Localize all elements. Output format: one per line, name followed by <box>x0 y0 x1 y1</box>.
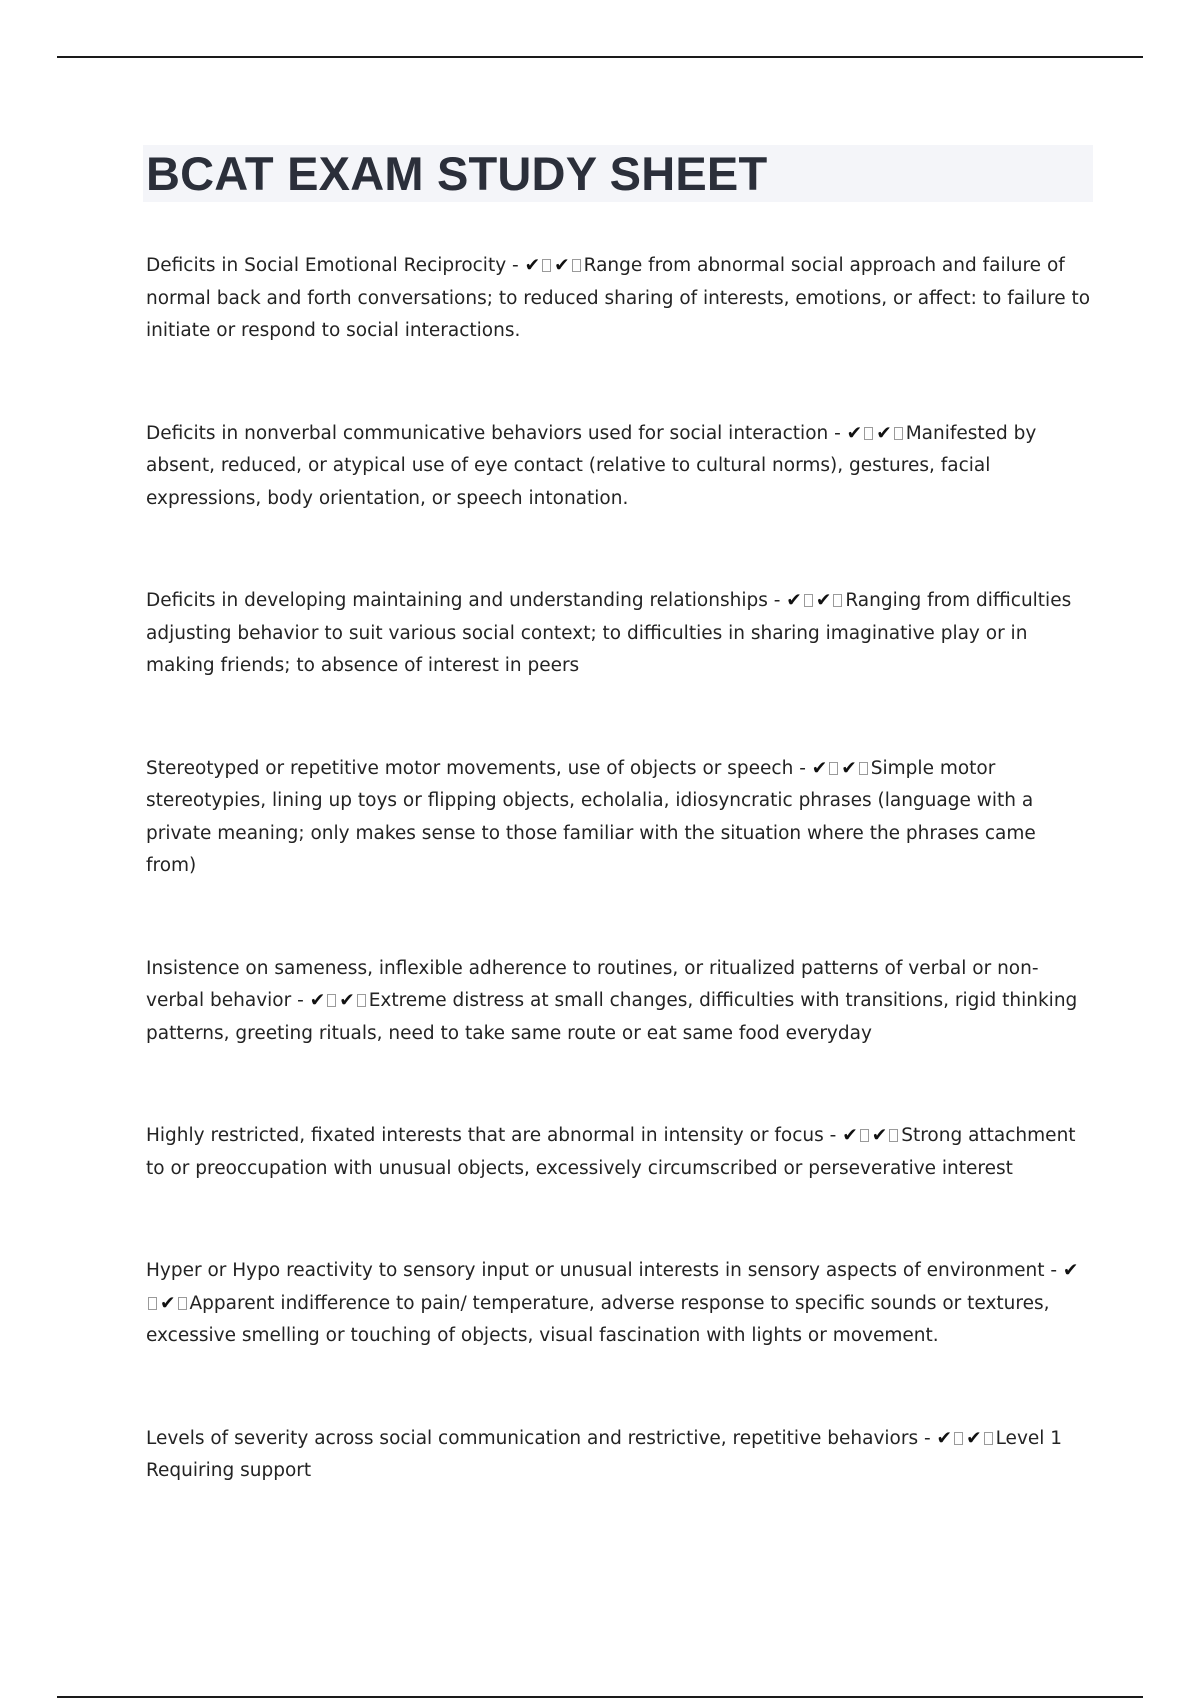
entry-term: Highly restricted, fixated interests that are abnormal in intensity or focus <box>146 1125 824 1146</box>
box-icon <box>860 1129 869 1142</box>
study-entries <box>146 250 1091 1558</box>
entry-term: Hyper or Hypo reactivity to sensory input or unusual interests in sensory aspects of environment <box>146 1260 1045 1281</box>
check-icon: ✔ <box>554 255 570 276</box>
box-icon <box>954 1432 963 1445</box>
entry-term: Deficits in developing maintaining and understanding relationships <box>146 590 768 611</box>
check-icon: ✔ <box>966 1427 982 1449</box>
check-icon: ✔ <box>876 422 892 444</box>
entry-term: Insistence on sameness, inflexible adherence to routines, or ritualized patterns of verbal or non-verbal behavior <box>146 957 1039 1011</box>
entry-answer: Strong attachment to or preoccupation with unusual objects, excessively circumscribed or perseverative interest <box>146 1125 1076 1179</box>
check-icon: ✔ <box>815 590 832 611</box>
box-icon <box>178 1297 187 1310</box>
box-icon <box>984 1432 993 1445</box>
check-icon: ✔ <box>1062 1260 1079 1281</box>
top-rule <box>57 56 1143 58</box>
check-icon: ✔ <box>309 990 326 1011</box>
study-entry: Deficits in developing maintaining and understanding relationships - ✔ ✔ Ranging from difficulties adjusting behavior to suit various social context; to difficulties in sharing imaginative play or in making friends; to absence of interest in peers <box>146 590 1072 676</box>
check-icon: ✔ <box>524 255 541 276</box>
entry-term: Levels of severity across social communication and restrictive, repetitive behaviors <box>146 1427 919 1449</box>
box-icon <box>542 259 551 272</box>
check-icon: ✔ <box>842 1125 858 1146</box>
check-icon: ✔ <box>841 757 857 779</box>
check-icon: ✔ <box>786 590 802 611</box>
entry-answer: Range from abnormal social approach and failure of normal back and forth conversations; to reduced sharing of interests, emotions, or affect: to failure to initiate or respond to social interactions. <box>146 255 1091 341</box>
check-icon: ✔ <box>160 1292 176 1314</box>
entry-term: Deficits in Social Emotional Reciprocity <box>146 255 507 276</box>
check-icon: ✔ <box>339 990 355 1011</box>
study-entry: Deficits in Social Emotional Reciprocity - ✔ ✔ Range from abnormal social approach and failure of normal back and forth conversations; to reduced sharing of interests, emotions, or affect: to failure to initiate or respond to social interactions. <box>146 255 1091 341</box>
entry-term: Deficits in nonverbal communicative behaviors used for social interaction <box>146 422 829 444</box>
box-icon <box>859 762 868 775</box>
box-icon <box>829 762 838 775</box>
box-icon <box>889 1129 898 1142</box>
box-icon <box>833 594 842 607</box>
box-icon <box>864 427 873 440</box>
entry-term: Stereotyped or repetitive motor movements, use of objects or speech <box>146 757 794 779</box>
study-entry: Hyper or Hypo reactivity to sensory input or unusual interests in sensory aspects of environment - ✔✔ Apparent indifference to pain/ temperature, adverse response to specific sounds or textures, excessive smelling or touching of objects, visual fascination with lights or movement. <box>146 1260 1079 1346</box>
check-icon: ✔ <box>936 1427 953 1449</box>
entry-answer: Simple motor stereotypies, lining up toys or flipping objects, echolalia, idiosyncratic phrases (language with a private meaning; only makes sense to those familiar with the situation where the phrases came from) <box>146 757 1036 876</box>
box-icon <box>148 1297 157 1310</box>
entry-answer: Extreme distress at small changes, difficulties with transitions, rigid thinking patterns, greeting rituals, need to take same route or eat same food everyday <box>146 990 1078 1044</box>
study-entry: Insistence on sameness, inflexible adherence to routines, or ritualized patterns of verbal or non-verbal behavior - ✔ ✔ Extreme distress at small changes, difficulties with transitions, rigid thinking patterns, greeting rituals, need to take same route or eat same food everyday <box>146 957 1078 1044</box>
entry-answer: Level 1 Requiring support <box>146 1427 1063 1481</box>
entry-answer: Apparent indifference to pain/ temperature, adverse response to specific sounds or textures, excessive smelling or touching of objects, visual fascination with lights or movement. <box>146 1292 1050 1346</box>
entry-answer: Ranging from difficulties adjusting behavior to suit various social context; to difficulties in sharing imaginative play or in making friends; to absence of interest in peers <box>146 590 1072 676</box>
box-icon <box>357 994 366 1007</box>
bottom-rule <box>57 1696 1143 1698</box>
study-entry: Deficits in nonverbal communicative behaviors used for social interaction - ✔ ✔ Manifested by absent, reduced, or atypical use of eye contact (relative to cultural norms), gestures, facial expressions, body orientation, or speech intonation. <box>146 422 1037 509</box>
check-icon: ✔ <box>846 422 863 444</box>
box-icon <box>804 594 813 607</box>
box-icon <box>894 427 903 440</box>
study-entry: Highly restricted, fixated interests that are abnormal in intensity or focus - ✔ ✔ Strong attachment to or preoccupation with unusual objects, excessively circumscribed or perseverative interest <box>146 1125 1076 1179</box>
study-entry: Levels of severity across social communication and restrictive, repetitive behaviors - ✔ ✔ Level 1 Requiring support <box>146 1427 1063 1481</box>
check-icon: ✔ <box>811 757 828 779</box>
entry-answer: Manifested by absent, reduced, or atypical use of eye contact (relative to cultural norms), gestures, facial expressions, body orientation, or speech intonation. <box>146 422 1037 509</box>
box-icon <box>327 994 336 1007</box>
study-entry: Stereotyped or repetitive motor movements, use of objects or speech - ✔ ✔ Simple motor stereotypies, lining up toys or flipping objects, echolalia, idiosyncratic phrases (language with a private meaning; only makes sense to those familiar with the situation where the phrases came from) <box>146 757 1036 876</box>
check-icon: ✔ <box>871 1125 888 1146</box>
box-icon <box>572 259 581 272</box>
page-title: BCAT EXAM STUDY SHEET <box>146 147 768 200</box>
